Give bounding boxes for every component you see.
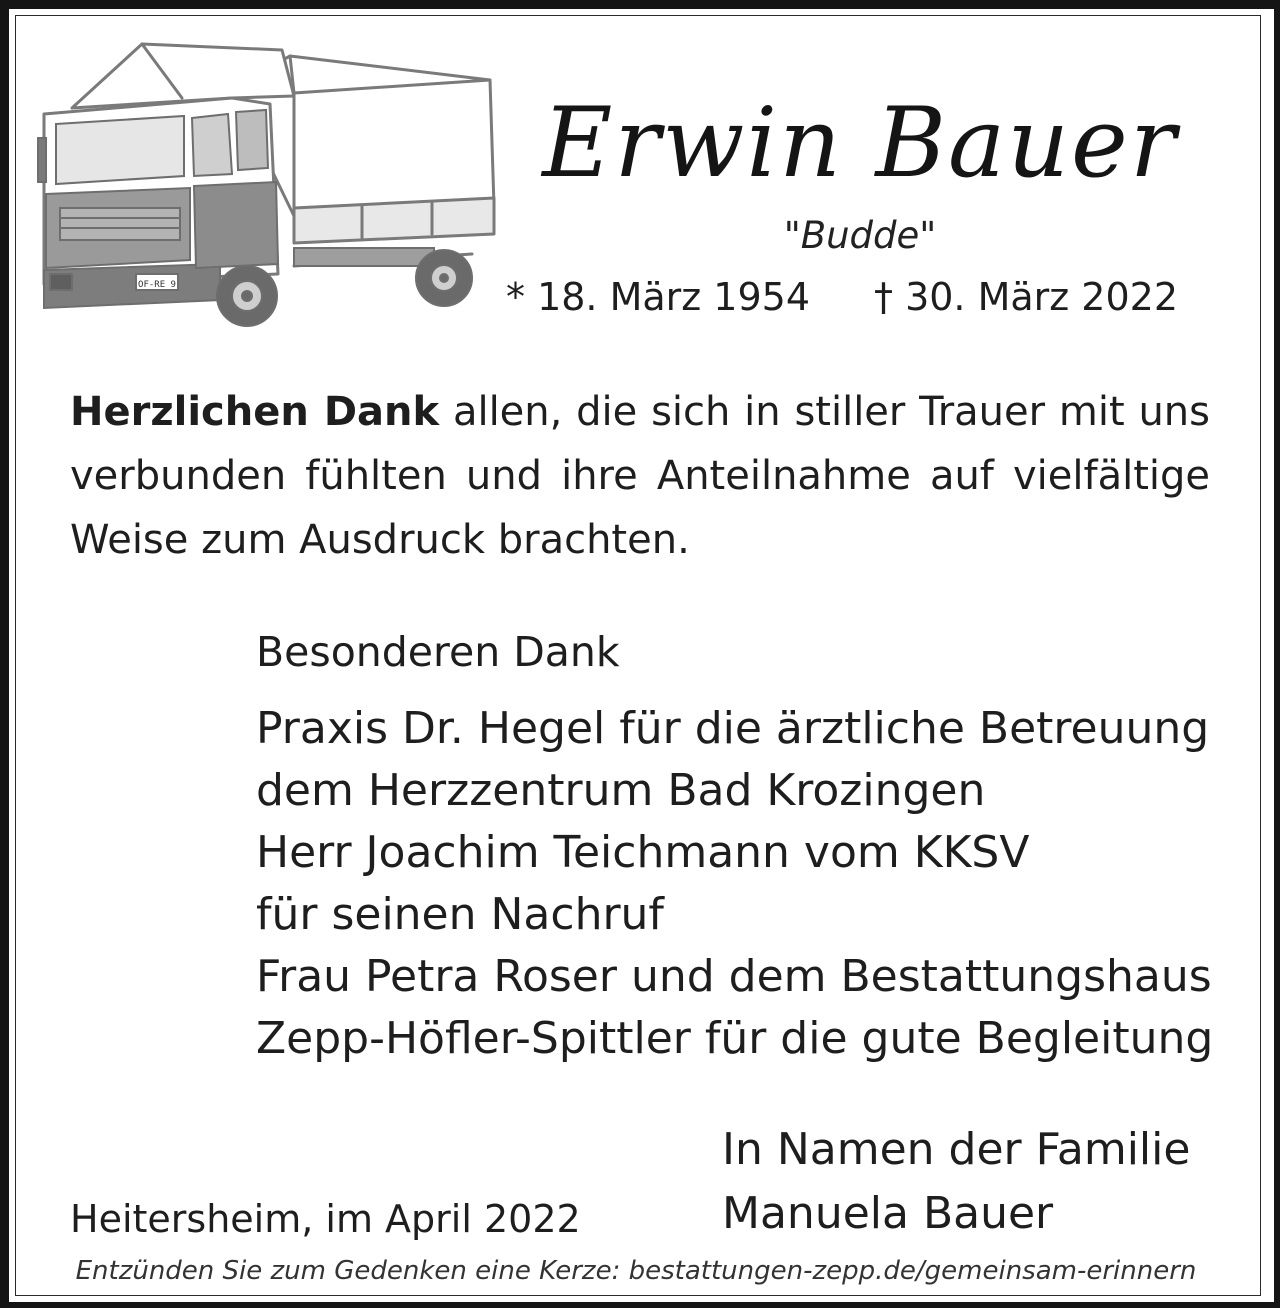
deceased-name: Erwin Bauer — [542, 87, 1178, 199]
candle-footer: Entzünden Sie zum Gedenken eine Kerze: bestattungen-zepp.de/gemeinsam-erinnern — [75, 1256, 1197, 1286]
truck-icon — [32, 38, 502, 328]
special-thanks-line: Herr Joachim Teichmann vom KKSV — [256, 827, 1030, 878]
deceased-nickname: "Budde" — [783, 214, 937, 257]
special-thanks-list — [256, 698, 1236, 1070]
death-date: † 30. März 2022 — [874, 275, 1179, 319]
special-thanks-heading: Besonderen Dank — [256, 628, 620, 676]
special-thanks-line: dem Herzzentrum Bad Krozingen — [256, 765, 986, 816]
signoff-family: In Namen der Familie — [722, 1124, 1191, 1175]
thanks-paragraph — [70, 380, 1210, 572]
special-thanks-line: für seinen Nachruf — [256, 889, 664, 940]
special-thanks-line: Zepp-Höfler-Spittler für die gute Begleitung — [256, 1013, 1214, 1064]
place-date: Heitersheim, im April 2022 — [70, 1197, 581, 1241]
thanks-text: allen, die sich in stiller Trauer mit uns verbunden fühlten und ihre Anteilnahme auf vielfältige Weise zum Ausdruck brachten. — [70, 389, 1211, 563]
thanks-lead: Herzlichen Dank — [70, 389, 440, 435]
truck-license-plate: OF-RE 9 — [138, 280, 176, 290]
signoff-name: Manuela Bauer — [722, 1188, 1054, 1239]
birth-date: * 18. März 1954 — [506, 275, 811, 319]
special-thanks-line: Frau Petra Roser und dem Bestattungshaus — [256, 951, 1212, 1002]
special-thanks-line: Praxis Dr. Hegel für die ärztliche Betreuung — [256, 703, 1210, 754]
